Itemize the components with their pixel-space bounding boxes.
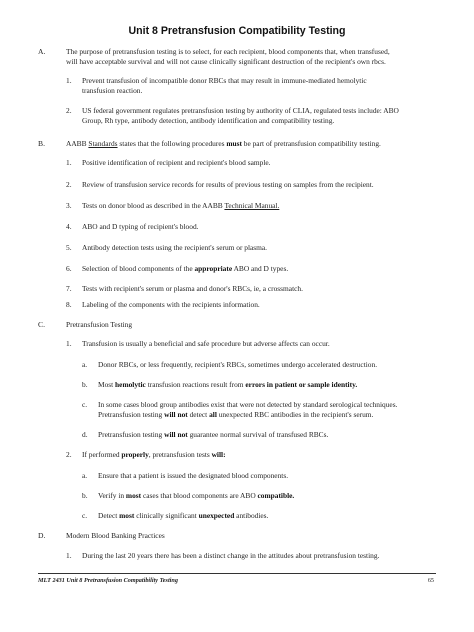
section-c-item2-properly: properly <box>121 450 149 459</box>
section-c-item2-sub-b-text <box>98 491 294 502</box>
section-c-item1-text: Transfusion is usually a beneficial and safe procedure but adverse affects can occur. <box>82 339 330 348</box>
section-c-item1-sub-d-letter: d. <box>82 430 88 439</box>
section-b-intro-b: states that the following procedures <box>117 139 227 148</box>
section-c-item2-sub-c-text <box>98 511 268 522</box>
section-c-item2-sub-b-most: most <box>125 491 142 500</box>
section-c-item1-sub-a-letter: a. <box>82 360 88 369</box>
aabb-standards-link: Standards <box>88 139 118 148</box>
section-c-item2-sub-c-t5: antibodies. <box>234 511 269 520</box>
section-d-letter: D. <box>38 531 46 540</box>
section-b-item3-text-a: Tests on donor blood as described in the AABB <box>82 201 225 210</box>
section-c-item2-will: will: <box>211 450 226 459</box>
section-c-item2-sub-c-unexpected: unexpected <box>198 511 235 520</box>
section-b-intro <box>66 139 381 150</box>
section-c-item1-sub-d-will-not: will not <box>164 430 188 439</box>
section-a-item1-number: 1. <box>66 76 72 85</box>
section-c-item1-sub-c-all: all <box>209 410 217 419</box>
section-c-item1-number: 1. <box>66 339 72 348</box>
section-c-item2-sub-b-letter: b. <box>82 491 88 500</box>
section-c-item2-sub-c-letter: c. <box>82 511 88 520</box>
section-c-item1-sub-c-will-not: will not <box>164 410 188 419</box>
section-c-item2-sub-c-most: most <box>119 511 135 520</box>
section-c-item1-sub-d-text <box>98 430 328 441</box>
section-b-item3-number: 3. <box>66 201 72 210</box>
section-c-item1-sub-b-t1: Most <box>98 380 116 389</box>
section-d-item1-number: 1. <box>66 551 72 560</box>
section-b-item3-text <box>82 201 279 212</box>
section-c-item1-sub-b-letter: b. <box>82 380 88 389</box>
section-b-letter: B. <box>38 139 45 148</box>
section-b-item4-number: 4. <box>66 222 72 231</box>
section-b-item6-text <box>82 264 288 275</box>
section-b-intro-must: must <box>226 139 242 148</box>
section-c-item2-sub-c-t1: Detect <box>98 511 120 520</box>
section-b-item6-appropriate: appropriate <box>194 264 233 273</box>
section-a-item1-line1: Prevent transfusion of incompatible donor RBCs that may result in immune-mediated hemolytic <box>82 76 367 85</box>
section-c-item1-sub-b-hemolytic: hemolytic <box>115 380 146 389</box>
section-a-item2-line1: US federal government regulates pretransfusion testing by authority of CLIA, regulated tests include: ABO <box>82 106 399 115</box>
section-c-item2-sub-a-letter: a. <box>82 471 88 480</box>
section-c-item1-sub-d-t1: Pretransfusion testing <box>98 430 165 439</box>
section-b-intro-a: AABB <box>66 139 89 148</box>
page-title: Unit 8 Pretransfusion Compatibility Testing <box>128 25 346 37</box>
section-b-item6-number: 6. <box>66 264 72 273</box>
section-c-letter: C. <box>38 320 45 329</box>
section-b-intro-c: be part of pretransfusion compatibility testing. <box>241 139 381 148</box>
section-b-item5-text: Antibody detection tests using the recipient's serum or plasma. <box>82 243 268 252</box>
section-b-item7-number: 7. <box>66 284 72 293</box>
section-a-intro-line1: The purpose of pretransfusion testing is to select, for each recipient, blood components that, when transfused, <box>66 47 390 56</box>
section-a-item2-line2: Group, Rh type, antibody detection, antibody identification and compatibility testing. <box>82 116 335 125</box>
section-d-item1-text: During the last 20 years there has been a distinct change in the attitudes about pretransfusion testing. <box>82 551 380 560</box>
section-c-item1-sub-d-t3: guarantee normal survival of transfused RBCs. <box>187 430 329 439</box>
section-a-letter: A. <box>38 47 46 56</box>
section-c-item1-sub-b-errors: errors in patient or sample identity. <box>245 380 358 389</box>
section-c-item2-t3: , pretransfusion tests <box>148 450 212 459</box>
section-c-item2-sub-b-t3: cases that blood components are ABO <box>141 491 258 500</box>
section-b-item1-number: 1. <box>66 158 72 167</box>
section-b-item6-text-c: ABO and D types. <box>232 264 289 273</box>
section-b-item2-number: 2. <box>66 180 72 189</box>
section-c-item1-sub-c-letter: c. <box>82 400 88 409</box>
footer-page-number: 65 <box>427 577 434 584</box>
section-c-item1-sub-c-l2c: detect <box>187 410 210 419</box>
section-c-item2-sub-b-t1: Verify in <box>98 491 126 500</box>
section-c-item1-sub-a-text: Donor RBCs, or less frequently, recipient's RBCs, sometimes undergo accelerated destruction. <box>98 360 378 369</box>
section-c-item2-text <box>82 450 226 461</box>
section-b-item1-text: Positive identification of recipient and recipient's blood sample. <box>82 158 271 167</box>
section-c-item2-sub-b-compatible: compatible. <box>257 491 295 500</box>
section-b-item7-text: Tests with recipient's serum or plasma and donor's RBCs, ie, a crossmatch. <box>82 284 303 293</box>
section-c-item1-sub-c-l2a: Pretransfusion testing <box>98 410 165 419</box>
section-b-item8-text: Labeling of the components with the recipients information. <box>82 300 260 309</box>
section-c-item1-sub-c-line1: In some cases blood group antibodies exist that were not detected by standard serological techniques. <box>98 400 398 409</box>
section-a-intro-line2: will have acceptable survival and will not cause clinically significant destruction of the recipient's own rbcs. <box>66 57 386 66</box>
section-b-item4-text: ABO and D typing of recipient's blood. <box>82 222 199 231</box>
footer-course-title: MLT 2431 Unit 8 Pretransfusion Compatibility Testing <box>38 577 178 584</box>
section-a-item1-line2: transfusion reaction. <box>82 86 143 95</box>
section-c-item2-sub-a-text: Ensure that a patient is issued the designated blood components. <box>98 471 289 480</box>
section-c-heading: Pretransfusion Testing <box>66 320 133 329</box>
section-c-item2-number: 2. <box>66 450 72 459</box>
section-b-item6-text-a: Selection of blood components of the <box>82 264 195 273</box>
section-c-item2-t1: If performed <box>82 450 122 459</box>
section-c-item1-sub-c-l2e: unexpected RBC antibodies in the recipient's serum. <box>216 410 374 419</box>
section-b-item8-number: 8. <box>66 300 72 309</box>
section-b-item5-number: 5. <box>66 243 72 252</box>
section-c-item1-sub-b-text <box>98 380 357 391</box>
section-d-heading: Modern Blood Banking Practices <box>66 531 165 540</box>
section-c-item1-sub-c-line2 <box>98 410 373 421</box>
section-b-item2-text: Review of transfusion service records for results of previous testing on samples from the recipient. <box>82 180 374 189</box>
section-c-item2-sub-c-t3: clinically significant <box>134 511 199 520</box>
technical-manual-title: Technical Manual. <box>224 201 280 210</box>
footer-rule <box>38 573 436 574</box>
section-c-item1-sub-b-t3: transfusion reactions result from <box>145 380 246 389</box>
section-a-item2-number: 2. <box>66 106 72 115</box>
